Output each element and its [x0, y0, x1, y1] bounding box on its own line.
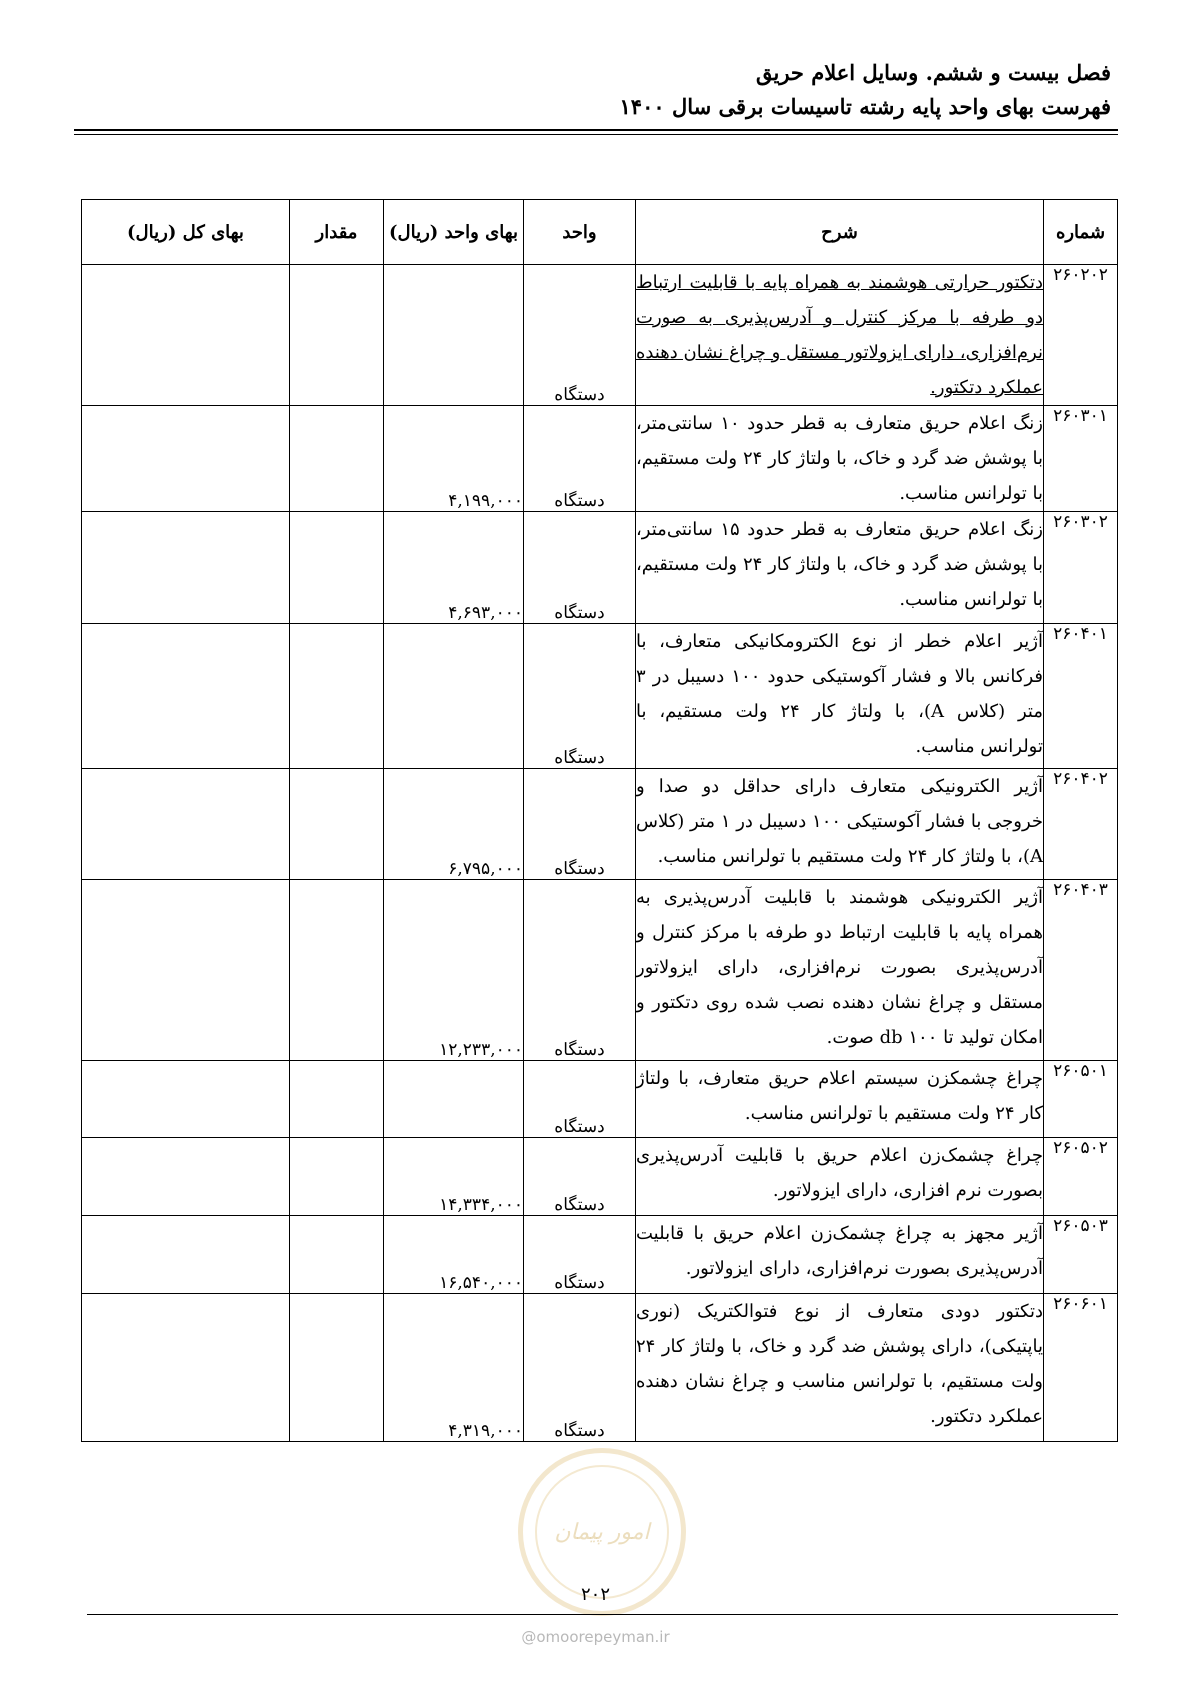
table-row	[82, 1294, 1118, 1442]
item-unit: دستگاه	[524, 1061, 636, 1138]
item-unit: دستگاه	[524, 1294, 636, 1442]
item-total	[82, 406, 290, 512]
item-code: ۲۶۰۴۰۱	[1044, 624, 1118, 769]
website-watermark: @omoorepeyman.ir	[521, 1628, 670, 1646]
item-total	[82, 769, 290, 880]
item-quantity	[290, 406, 384, 512]
item-total	[82, 512, 290, 624]
item-unit-price: ۱۴,۳۳۴,۰۰۰	[384, 1138, 524, 1216]
item-quantity	[290, 880, 384, 1061]
item-quantity	[290, 1061, 384, 1138]
item-total	[82, 1294, 290, 1442]
table-row	[82, 406, 1118, 512]
item-total	[82, 1061, 290, 1138]
item-total	[82, 1138, 290, 1216]
table-row	[82, 769, 1118, 880]
table-row	[82, 624, 1118, 769]
watermark-inner-ring	[535, 1465, 669, 1599]
table-row	[82, 1061, 1118, 1138]
header-rule	[74, 129, 1118, 131]
header-rule-thin	[74, 134, 1118, 135]
table-row	[82, 512, 1118, 624]
item-code: ۲۶۰۴۰۲	[1044, 769, 1118, 880]
table-header-row	[82, 200, 1118, 265]
item-code: ۲۶۰۲۰۲	[1044, 265, 1118, 406]
item-description	[636, 265, 1044, 406]
table-row	[82, 1138, 1118, 1216]
item-unit: دستگاه	[524, 406, 636, 512]
item-unit-price: ۴,۶۹۳,۰۰۰	[384, 512, 524, 624]
item-unit: دستگاه	[524, 624, 636, 769]
page-header	[620, 56, 1111, 124]
item-description: چراغ چشمکزن سیستم اعلام حریق متعارف، با ولتاژ کار ۲۴ ولت مستقیم با تولرانس مناسب.	[636, 1061, 1044, 1138]
table-row	[82, 880, 1118, 1061]
item-unit-price: ۴,۳۱۹,۰۰۰	[384, 1294, 524, 1442]
item-unit-price: ۱۲,۲۳۳,۰۰۰	[384, 880, 524, 1061]
item-code: ۲۶۰۵۰۳	[1044, 1216, 1118, 1294]
item-quantity	[290, 265, 384, 406]
header-total: بهای کل (ریال)	[82, 200, 290, 265]
item-unit: دستگاه	[524, 1138, 636, 1216]
header-description: شرح	[636, 200, 1044, 265]
item-unit-price	[384, 624, 524, 769]
item-total	[82, 265, 290, 406]
item-code: ۲۶۰۶۰۱	[1044, 1294, 1118, 1442]
item-unit: دستگاه	[524, 265, 636, 406]
item-code: ۲۶۰۳۰۱	[1044, 406, 1118, 512]
item-code: ۲۶۰۴۰۳	[1044, 880, 1118, 1061]
item-code: ۲۶۰۵۰۲	[1044, 1138, 1118, 1216]
header-code: شماره	[1044, 200, 1118, 265]
item-description: آژیر الکترونیکی متعارف دارای حداقل دو صدا و خروجی با فشار آکوستیکی ۱۰۰ دسیبل در ۱ متر (کلاس A)، با ولتاژ کار ۲۴ ولت مستقیم با تولرانس مناسب.	[636, 769, 1044, 880]
item-description: آژیر اعلام خطر از نوع الکترومکانیکی متعارف، با فرکانس بالا و فشار آکوستیکی حدود ۱۰۰ دسیبل در ۳ متر (کلاس A)، با ولتاژ کار ۲۴ ولت مستقیم، با تولرانس مناسب.	[636, 624, 1044, 769]
item-quantity	[290, 512, 384, 624]
item-unit-price	[384, 1061, 524, 1138]
chapter-title: فصل بیست و ششم. وسایل اعلام حریق	[755, 60, 1111, 85]
item-unit-price: ۴,۱۹۹,۰۰۰	[384, 406, 524, 512]
item-unit-price	[384, 265, 524, 406]
header-unit: واحد	[524, 200, 636, 265]
item-description: دتکتور دودی متعارف از نوع فتوالکتریک (نوری یاپتیکی)، دارای پوشش ضد گرد و خاک، با ولتاژ کار ۲۴ ولت مستقیم، با تولرانس مناسب و چراغ نشان دهنده عملکرد دتکتور.	[636, 1294, 1044, 1442]
item-total	[82, 880, 290, 1061]
item-code: ۲۶۰۵۰۱	[1044, 1061, 1118, 1138]
item-unit: دستگاه	[524, 512, 636, 624]
item-quantity	[290, 1138, 384, 1216]
page-number: ۲۰۲	[580, 1584, 610, 1605]
item-total	[82, 1216, 290, 1294]
item-quantity	[290, 624, 384, 769]
item-description: چراغ چشمک‌زن اعلام حریق با قابلیت آدرس‌پذیری بصورت نرم افزاری، دارای ایزولاتور.	[636, 1138, 1044, 1216]
footer-rule	[87, 1614, 1118, 1615]
item-description: آژیر الکترونیکی هوشمند با قابلیت آدرس‌پذیری به همراه پایه با قابلیت ارتباط دو طرفه با مرکز کنترل و آدرس‌پذیری بصورت نرم‌افزاری، دارای ایزولاتور مستقل و چراغ نشان دهنده نصب شده روی دتکتور و امکان تولید تا ۱۰۰ db صوت.	[636, 880, 1044, 1061]
item-quantity	[290, 1216, 384, 1294]
watermark-text: امور پیمان	[554, 1519, 650, 1545]
item-unit: دستگاه	[524, 880, 636, 1061]
item-unit: دستگاه	[524, 1216, 636, 1294]
item-description-text: دتکتور حرارتی هوشمند به همراه پایه با قابلیت ارتباط دو طرفه با مرکز کنترل و آدرس‌پذیری به صورت نرم‌افزاری، دارای ایزولاتور مستقل و چراغ نشان دهنده عملکرد دتکتور.	[636, 272, 1043, 398]
item-quantity	[290, 1294, 384, 1442]
item-description: زنگ اعلام حریق متعارف به قطر حدود ۱۵ سانتی‌متر، با پوشش ضد گرد و خاک، با ولتاژ کار ۲۴ ولت مستقیم، با تولرانس مناسب.	[636, 512, 1044, 624]
table-row	[82, 1216, 1118, 1294]
item-unit-price: ۱۶,۵۴۰,۰۰۰	[384, 1216, 524, 1294]
item-description: زنگ اعلام حریق متعارف به قطر حدود ۱۰ سانتی‌متر، با پوشش ضد گرد و خاک، با ولتاژ کار ۲۴ ولت مستقیم، با تولرانس مناسب.	[636, 406, 1044, 512]
item-total	[82, 624, 290, 769]
header-unit-price: بهای واحد (ریال)	[384, 200, 524, 265]
item-unit-price: ۶,۷۹۵,۰۰۰	[384, 769, 524, 880]
item-quantity	[290, 769, 384, 880]
item-unit: دستگاه	[524, 769, 636, 880]
price-table	[81, 199, 1118, 1442]
header-quantity: مقدار	[290, 200, 384, 265]
table-row	[82, 265, 1118, 406]
list-title: فهرست بهای واحد پایه رشته تاسیسات برقی سال ۱۴۰۰	[619, 94, 1111, 119]
item-code: ۲۶۰۳۰۲	[1044, 512, 1118, 624]
item-description: آژیر مجهز به چراغ چشمک‌زن اعلام حریق با قابلیت آدرس‌پذیری بصورت نرم‌افزاری، دارای ایزولاتور.	[636, 1216, 1044, 1294]
